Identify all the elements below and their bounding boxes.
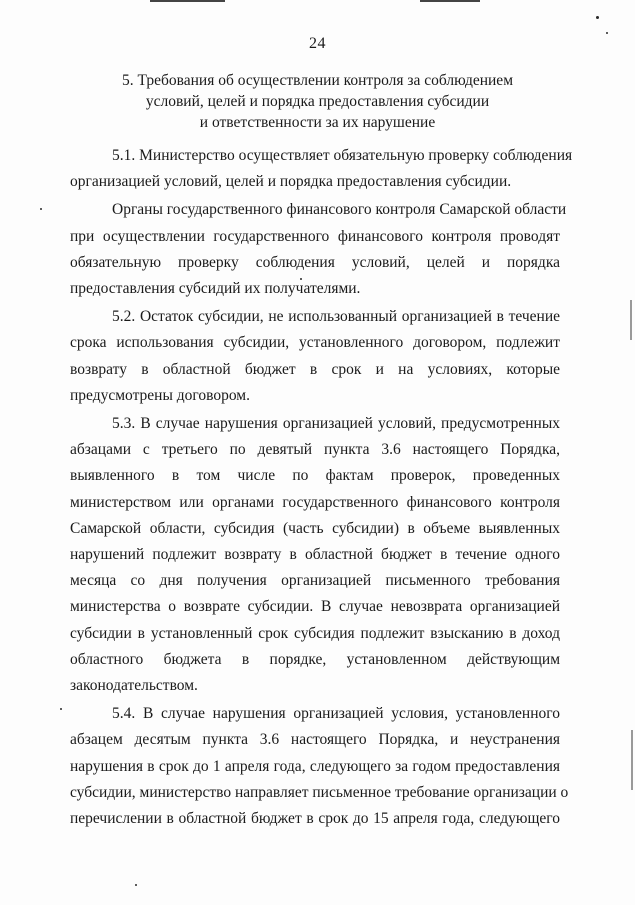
section-heading-line: и ответственности за их нарушение [199,114,436,131]
scan-speck [606,32,608,34]
text-line: обязательную проверку соблюдения условий, целей и порядка [70,253,560,271]
text-line: абзацами с третьего по девятый пункта 3.6 настоящего Порядка, [70,441,560,459]
text-line: срока использования субсидии, установленного договором, подлежит [70,334,560,352]
scan-right-edge-mark [630,300,632,340]
text-line: предусмотрены договором. [70,386,250,404]
text-line: выявленного в том числе по фактам проверок, проведенных [70,467,560,485]
page-number: 24 [309,35,326,52]
text-line: Самарской области, субсидия (часть субсидии) в объеме выявленных [70,519,560,537]
text-line: 5.4. В случае нарушения организацией условия, установленного [112,705,560,723]
text-line: предоставления субсидий их получателями. [70,280,361,298]
text-line: при осуществлении государственного финансового контроля проводят [70,227,560,245]
text-line: субсидии в установленный срок субсидия подлежит взысканию в доход [70,624,560,642]
text-line: Органы государственного финансового контроля Самарской области [112,201,567,219]
text-line: организацией условий, целей и порядка предоставления субсидии. [70,173,512,191]
text-line: нарушений подлежит возврату в областной бюджет в течение одного [70,546,560,564]
text-line: законодательством. [70,677,198,695]
scan-right-edge-mark [631,730,633,790]
text-line: 5.1. Министерство осуществляет обязательную проверку соблюдения [112,147,573,164]
scan-speck [135,884,137,886]
text-line: субсидии, министерство направляет письменное требование организации о [70,783,569,801]
text-line: абзацем десятым пункта 3.6 настоящего Порядка, и неустранения [70,731,560,749]
scan-top-edge-mark [420,0,480,2]
paragraph-5-1 [70,143,573,195]
paragraph-5-3 [70,411,560,699]
section-heading-line: 5. Требования об осуществлении контроля за соблюдением [121,72,513,89]
paragraph-control-bodies [70,197,567,302]
scan-speck [596,16,599,19]
text-line: перечислении в областной бюджет в срок до 15 апреля года, следующего [70,810,560,828]
section-heading-line: условий, целей и порядка предоставления субсидии [145,93,490,110]
text-line: министерством или органами государственного финансового контроля [70,493,560,511]
text-line: возврату в областной бюджет в срок и на условиях, которые [70,360,560,378]
paragraph-5-2 [70,304,560,409]
text-line: нарушения в срок до 1 апреля года, следующего за годом предоставления [70,757,560,775]
scan-speck [40,208,42,210]
text-line: министерства о возврате субсидии. В случае невозврата организацией [70,598,560,616]
scan-speck [60,708,62,710]
text-line: областного бюджета в порядке, установленном действующим [70,650,560,668]
section-body [70,143,573,832]
text-line: месяца со дня получения организацией письменного требования [70,572,560,590]
section-heading [70,70,565,133]
paragraph-5-4 [70,701,569,832]
text-line: 5.2. Остаток субсидии, не использованный организацией в течение [112,308,560,326]
scan-top-edge-mark [150,0,225,2]
text-line: 5.3. В случае нарушения организацией условий, предусмотренных [112,415,560,433]
